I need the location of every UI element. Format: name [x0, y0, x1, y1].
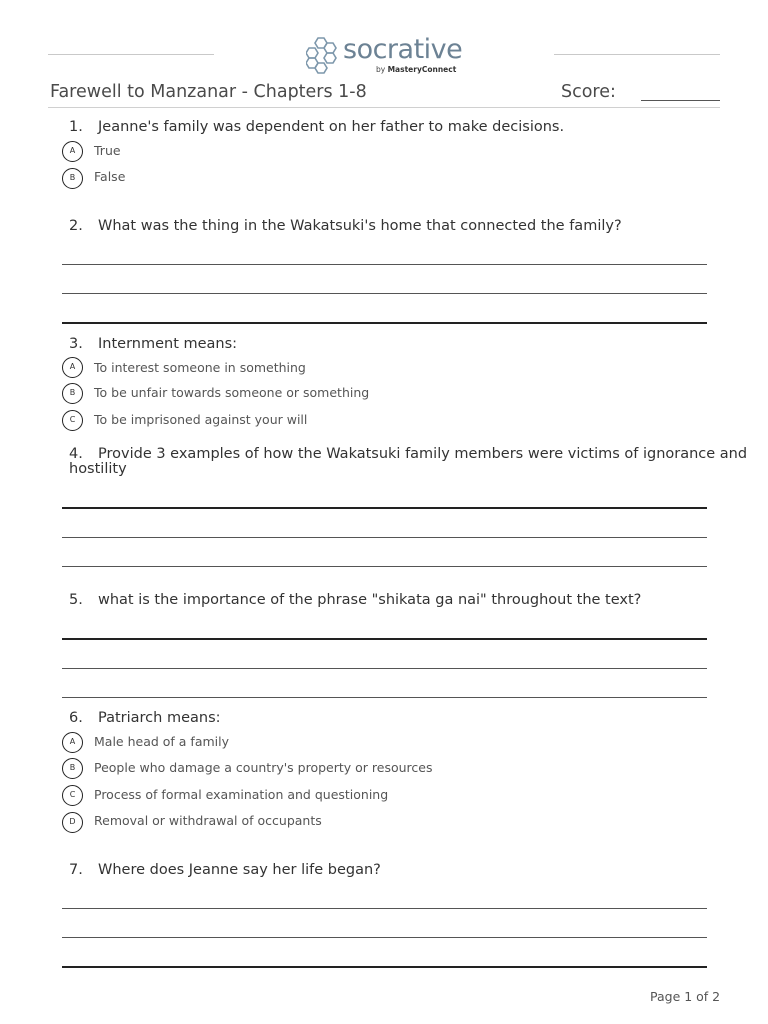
option-text: People who damage a country's property or resources: [94, 760, 433, 775]
socrative-logo: [306, 34, 466, 80]
answer-line[interactable]: [62, 566, 707, 567]
question-1: 1. Jeanne's family was dependent on her father to make decisions.: [69, 119, 565, 135]
option-text: Removal or withdrawal of occupants: [94, 813, 322, 828]
logo-byline: by MasteryConnect: [376, 65, 457, 74]
option-circle-c[interactable]: C: [62, 785, 83, 806]
option-circle-b[interactable]: B: [62, 758, 83, 779]
option-circle-c[interactable]: C: [62, 410, 83, 431]
page-number: Page 1 of 2: [650, 989, 721, 1004]
title-divider: [48, 107, 720, 108]
option-text: To be unfair towards someone or something: [94, 385, 370, 400]
score-label: Score:: [561, 82, 616, 102]
question-2: 2. What was the thing in the Wakatsuki's home that connected the family?: [69, 218, 622, 234]
answer-line[interactable]: [62, 668, 707, 669]
answer-line[interactable]: [62, 638, 707, 640]
option-circle-a[interactable]: A: [62, 357, 83, 378]
question-5: 5. what is the importance of the phrase "shikata ga nai" throughout the text?: [69, 592, 642, 608]
option-text: False: [94, 169, 126, 184]
option-text: To interest someone in something: [94, 360, 306, 375]
header-rule-right: [554, 54, 720, 55]
answer-line[interactable]: [62, 697, 707, 698]
question-3: 3. Internment means:: [69, 336, 238, 352]
answer-line[interactable]: [62, 937, 707, 938]
header-rule-left: [48, 54, 214, 55]
answer-line[interactable]: [62, 966, 707, 968]
answer-line[interactable]: [62, 537, 707, 538]
option-circle-b[interactable]: B: [62, 168, 83, 189]
answer-line[interactable]: [62, 507, 707, 509]
option-circle-d[interactable]: D: [62, 812, 83, 833]
hexagon-logo-icon: [306, 35, 342, 75]
option-text: To be imprisoned against your will: [94, 412, 308, 427]
score-blank[interactable]: [641, 100, 720, 101]
logo-wordmark: socrative: [343, 34, 463, 65]
option-text: Male head of a family: [94, 734, 229, 749]
option-text: Process of formal examination and questioning: [94, 787, 389, 802]
answer-line[interactable]: [62, 293, 707, 294]
option-circle-b[interactable]: B: [62, 383, 83, 404]
question-7: 7. Where does Jeanne say her life began?: [69, 862, 381, 878]
answer-line[interactable]: [62, 322, 707, 324]
question-4: 4. Provide 3 examples of how the Wakatsuki family members were victims of ignorance and hostility: [69, 446, 748, 477]
option-text: True: [94, 143, 121, 158]
page-title: Farewell to Manzanar - Chapters 1-8: [50, 82, 367, 102]
question-6: 6. Patriarch means:: [69, 710, 221, 726]
option-circle-a[interactable]: A: [62, 732, 83, 753]
answer-line[interactable]: [62, 264, 707, 265]
answer-line[interactable]: [62, 908, 707, 909]
option-circle-a[interactable]: A: [62, 141, 83, 162]
